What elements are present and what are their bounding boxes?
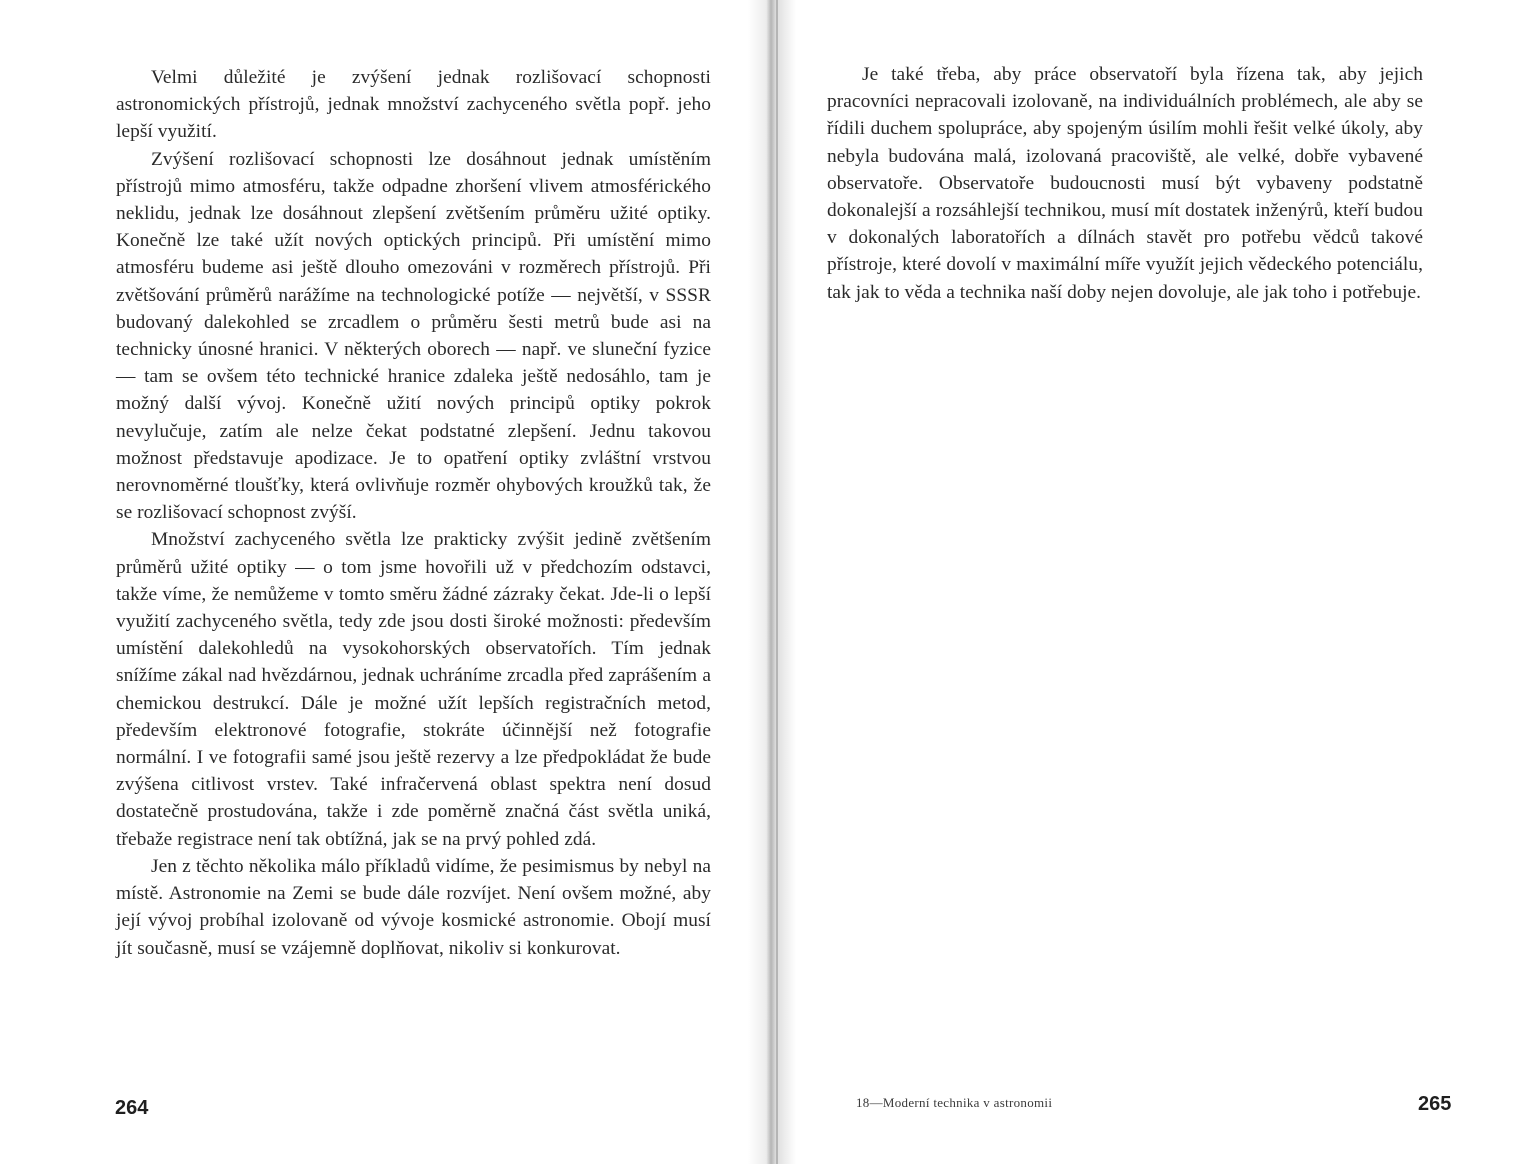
printer-signature: 18—Moderní technika v astronomii xyxy=(856,1095,1053,1110)
book-spine-line xyxy=(776,0,778,1164)
left-page-number: 264 xyxy=(115,1097,149,1119)
left-paragraph-3: Množství zachyceného světla lze prakticky zvýšit jedině zvětšením průměrů užité optiky — o tom jsme hovořili už v předchozím odstavci, takže víme, že nemůžeme v tomto směru žádné zázraky čekat. Jde-li o lepší využití zachyceného světla, tedy zde jsou dosti široké možnosti: především umístění dalekohledů na vysokohorských observatořích. Tím jednak snížíme zákal nad hvězdárnou, jednak uchráníme zrcadla před zaprášením a chemickou destrukcí. Dále je možné užít lepších registračních metod, především elektronové fotografie, stokráte účinnější než fotografie normální. I ve fotografii samé jsou ještě rezervy a lze předpokládat že bude zvýšena citlivost vrstev. Také infračervená oblast spektra není dosud dostatečně prostudována, takže i zde poměrně značná část světla uniká, třebaže registrace není tak obtížná, jak se na prvý pohled zdá. xyxy=(116,529,711,850)
left-paragraph-2: Zvýšení rozlišovací schopnosti lze dosáhnout jednak umístěním přístrojů mimo atmosféru, takže odpadne zhoršení vlivem atmosférického neklidu, jednak lze dosáhnout zlepšení zvětšením průměru užité optiky. Konečně lze také užít nových optických principů. Při umístění mimo atmosféru budeme asi ještě dlouho omezováni v rozměrech přístrojů. Při zvětšování průměrů narážíme na technologické potíže — největší, v SSSR budovaný dalekohled se zrcadlem o průměru šesti metrů bude asi na technicky únosné hranici. V některých oborech — např. ve sluneční fyzice — tam se ovšem této technické hranice zdaleka ještě nedosáhlo, tam je možný další vývoj. Konečně užití nových principů optiky pokrok nevylučuje, zatím ale nelze čekat podstatné zlepšení. Jednu takovou možnost představuje apodizace. Je to opatření optiky zvláštní vrstvou nerovnoměrné tloušťky, která ovlivňuje rozměr ohybových kroužků tak, že se rozlišovací schopnost zvýší. xyxy=(116,148,711,524)
right-page-number: 265 xyxy=(1418,1093,1452,1115)
right-page-body xyxy=(827,61,1423,306)
left-page xyxy=(0,0,768,1164)
left-paragraph-1: Velmi důležité je zvýšení jednak rozlišovací schopnosti astronomických přístrojů, jednak množství zachyceného světla popř. jeho lepší využití. xyxy=(116,67,711,143)
left-paragraph-4: Jen z těchto několika málo příkladů vidíme, že pesimismus by nebyl na místě. Astronomie na Zemi se bude dále rozvíjet. Není ovšem možné, aby její vývoj probíhal izolovaně od vývoje kosmické astronomie. Obojí musí jít současně, musí se vzájemně doplňovat, nikoliv si konkurovat. xyxy=(116,855,711,959)
left-page-body xyxy=(116,64,711,962)
right-page xyxy=(768,0,1537,1164)
right-paragraph-1: Je také třeba, aby práce observatoří byla řízena tak, aby jejich pracovníci nepracovali izolovaně, na individuálních problémech, ale aby se řídili duchem spolupráce, aby spojeným úsilím mohli řešit velké úkoly, aby nebyla budována malá, izolovaná pracoviště, ale velké, dobře vybavené observatoře. Observatoře budoucnosti musí být vybaveny podstatně dokonalejší a rozsáhlejší technikou, musí mít dostatek inženýrů, kteří budou v dokonalých laboratořích a dílnách stavět pro potřebu vědců takové přístroje, které dovolí v maximální míře využít jejich vědeckého potenciálu, tak jak to věda a technika naší doby nejen dovoluje, ale jak toho i potřebuje. xyxy=(827,64,1423,303)
